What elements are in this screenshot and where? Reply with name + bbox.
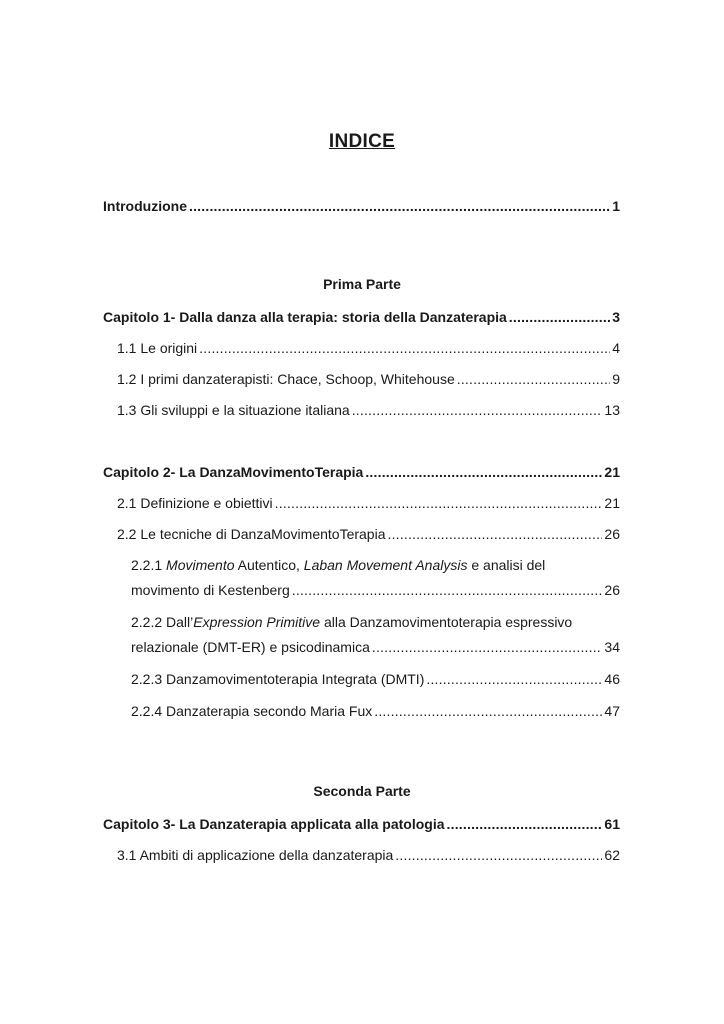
toc-entry-section-2-2[interactable] xyxy=(117,524,620,544)
toc-entry-label: 2.2.4 Danzaterapia secondo Maria Fux xyxy=(131,703,373,719)
toc-page-number: 62 xyxy=(604,847,620,863)
toc-entry-section-1-2[interactable] xyxy=(117,369,620,389)
entry-text: Autentico, xyxy=(237,557,300,573)
toc-entry-chapter-3[interactable] xyxy=(103,814,620,834)
toc-entry-label: 1.3 Gli sviluppi e la situazione italiana xyxy=(117,402,350,418)
toc-page-number: 3 xyxy=(612,309,620,325)
leader-dots xyxy=(395,845,602,865)
toc-entry-label: Capitolo 2- La DanzaMovimentoTerapia xyxy=(103,464,364,480)
toc-entry-section-2-2-2-line2[interactable] xyxy=(131,637,620,657)
toc-entry-label: 2.2.3 Danzamovimentoterapia Integrata (DMTI) xyxy=(131,671,425,687)
toc-entry-chapter-1[interactable] xyxy=(103,307,620,327)
leader-dots xyxy=(352,400,603,420)
toc-entry-section-1-3[interactable] xyxy=(117,400,620,420)
toc-entry-label: 2.2 Le tecniche di DanzaMovimentoTerapia xyxy=(117,526,386,542)
toc-page-number: 26 xyxy=(604,526,620,542)
toc-page-number: 9 xyxy=(612,371,620,387)
page-title: INDICE xyxy=(328,131,396,152)
italic-term: Laban Movement Analysis xyxy=(303,557,468,573)
toc-entry-section-2-2-4[interactable] xyxy=(131,701,620,721)
entry-text: alla Danzamovimentoterapia espressivo xyxy=(323,614,573,630)
toc-entry-label: Capitolo 3- La Danzaterapia applicata alla patologia xyxy=(103,816,445,832)
toc-entry-section-2-1[interactable] xyxy=(117,493,620,513)
toc-entry-section-1-1[interactable] xyxy=(117,338,620,358)
leader-dots xyxy=(292,580,603,600)
toc-entry-section-2-2-2-line1[interactable] xyxy=(131,612,572,632)
toc-page-number: 13 xyxy=(604,402,620,418)
toc-entry-label: relazionale (DMT-ER) e psicodinamica xyxy=(131,639,370,655)
toc-entry-label: 2.1 Definizione e obiettivi xyxy=(117,495,273,511)
leader-dots xyxy=(457,369,610,389)
toc-entry-label: movimento di Kestenberg xyxy=(131,582,290,598)
leader-dots xyxy=(388,524,603,544)
italic-term: Movimento xyxy=(166,557,235,573)
toc-entry-label: 1.2 I primi danzaterapisti: Chace, Schoop, Whitehouse xyxy=(117,371,455,387)
leader-dots xyxy=(509,307,610,327)
toc-entry-section-2-2-1-line2[interactable] xyxy=(131,580,620,600)
toc-entry-section-2-2-3[interactable] xyxy=(131,669,620,689)
toc-page-number: 4 xyxy=(612,340,620,356)
toc-entry-section-3-1[interactable] xyxy=(117,845,620,865)
section-number: 2.2.1 xyxy=(131,557,163,573)
toc-entry-label: Introduzione xyxy=(103,198,187,214)
toc-page-number: 26 xyxy=(604,582,620,598)
section-number: 2.2.2 Dall’ xyxy=(131,614,194,630)
toc-entry-label: 1.1 Le origini xyxy=(117,340,198,356)
toc-page-number: 1 xyxy=(612,198,620,214)
leader-dots xyxy=(374,701,602,721)
entry-text: e analisi del xyxy=(471,557,546,573)
toc-entry-label: 3.1 Ambiti di applicazione della danzaterapia xyxy=(117,847,394,863)
toc-entry-section-2-2-1-line1[interactable] xyxy=(131,555,545,575)
part-heading-first: Prima Parte xyxy=(323,276,401,292)
toc-page-number: 47 xyxy=(604,703,620,719)
toc-page-number: 61 xyxy=(604,816,620,832)
leader-dots xyxy=(199,338,610,358)
italic-term: Expression Primitive xyxy=(193,614,321,630)
toc-entry-label: Capitolo 1- Dalla danza alla terapia: storia della Danzaterapia xyxy=(103,309,507,325)
leader-dots xyxy=(189,196,610,216)
leader-dots xyxy=(447,814,603,834)
leader-dots xyxy=(426,669,602,689)
leader-dots xyxy=(365,462,602,482)
toc-page-number: 34 xyxy=(604,639,620,655)
toc-page-number: 21 xyxy=(604,495,620,511)
toc-entry-chapter-2[interactable] xyxy=(103,462,620,482)
toc-page-number: 21 xyxy=(604,464,620,480)
leader-dots xyxy=(275,493,603,513)
leader-dots xyxy=(372,637,603,657)
part-heading-second: Seconda Parte xyxy=(313,783,411,799)
toc-page-number: 46 xyxy=(604,671,620,687)
toc-entry-introduction[interactable] xyxy=(103,196,620,216)
